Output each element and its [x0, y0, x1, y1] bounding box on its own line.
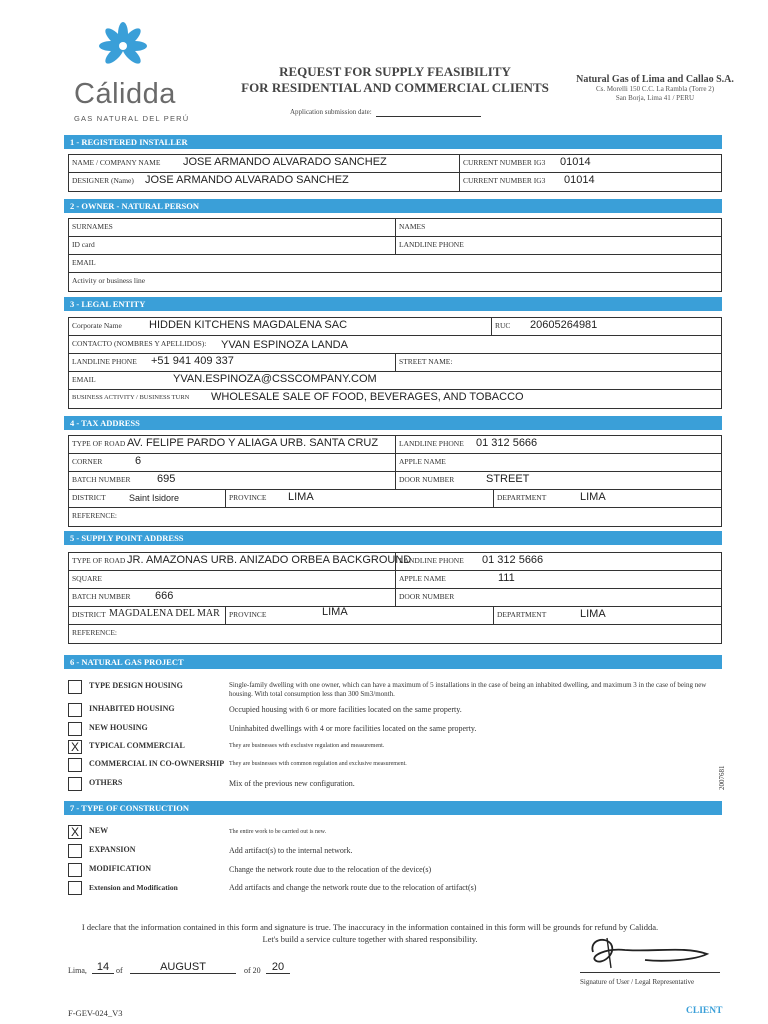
client-label: CLIENT [686, 1006, 723, 1016]
logo-subtitle: GAS NATURAL DEL PERÚ [74, 114, 190, 123]
signature-label: Signature of User / Legal Representative [580, 978, 695, 986]
tax-road-label: TYPE OF ROAD [72, 439, 126, 448]
supply-reference-label: REFERENCE: [72, 628, 118, 637]
supply-batch-value[interactable]: 666 [155, 590, 174, 602]
company-address-2: San Borja, Lima 41 / PERU [615, 94, 695, 102]
tax-district-label: DISTRICT [72, 493, 106, 502]
supply-province-value[interactable]: LIMA [322, 606, 348, 618]
owner-row-2 [69, 237, 721, 255]
owner-email-label: EMAIL [72, 258, 96, 267]
desc-inhabited-housing: Occupied housing with 6 or more facilities located on the same property. [229, 705, 462, 714]
supply-square-label: SQUARE [72, 574, 103, 583]
tax-address-table [68, 435, 722, 527]
checkbox-expansion[interactable] [68, 844, 82, 858]
tax-door-value[interactable]: STREET [486, 473, 530, 485]
corp-label: Corporate Name [72, 321, 122, 330]
logo-word: Cálidda [74, 78, 176, 110]
side-code: 2007681 [718, 765, 726, 790]
tax-batch-row [69, 472, 721, 490]
owner-row-4 [69, 273, 721, 291]
supply-road-value[interactable]: JR. AMAZONAS URB. ANIZADO ORBEA BACKGROUND [127, 554, 412, 566]
section-2-bar: 2 - OWNER - NATURAL PERSON [64, 199, 722, 213]
of-label-1: of [116, 966, 123, 975]
owner-table [68, 218, 722, 292]
supply-province-label: PROVINCE [229, 610, 267, 619]
tax-batch-value[interactable]: 695 [157, 473, 176, 485]
checkbox-commercial-co-ownership[interactable] [68, 758, 82, 772]
owner-landline-label: LANDLINE PHONE [399, 240, 464, 249]
checkbox-modification[interactable] [68, 863, 82, 877]
tax-landline-value[interactable]: 01 312 5666 [476, 437, 538, 449]
contact-row [69, 336, 721, 354]
legal-landline-label: LANDLINE PHONE [72, 357, 137, 366]
cell-divider [493, 607, 606, 624]
name-label: NAME / COMPANY NAME [72, 158, 161, 167]
cell-divider [395, 454, 446, 471]
section-1-bar: 1 - REGISTERED INSTALLER [64, 135, 722, 149]
supply-district-value[interactable]: MAGDALENA DEL MAR [109, 608, 220, 619]
legal-activity-value[interactable]: WHOLESALE SALE OF FOOD, BEVERAGES, AND TOBACCO [211, 391, 524, 403]
desc-extension-modification: Add artifacts and change the network route due to the relocation of artifact(s) [229, 883, 477, 892]
form-code: F-GEV-024_V3 [68, 1008, 123, 1018]
section-7-bar: 7 - TYPE OF CONSTRUCTION [64, 801, 722, 815]
checkbox-typical-commercial[interactable]: X [68, 740, 82, 754]
contact-value[interactable]: YVAN ESPINOZA LANDA [221, 339, 348, 351]
company-name: Natural Gas of Lima and Callao S.A. [576, 74, 734, 85]
legal-activity-label: BUSINESS ACTIVITY / BUSINESS TURN [72, 394, 190, 401]
owner-row-1 [69, 219, 721, 237]
desc-others: Mix of the previous new configuration. [229, 779, 355, 788]
legal-entity-table [68, 317, 722, 409]
tax-road-value[interactable]: AV. FELIPE PARDO Y ALIAGA URB. SANTA CRUZ [127, 437, 379, 449]
supply-district-label: DISTRICT [72, 610, 106, 619]
cell-divider [225, 606, 348, 624]
section-5-bar: 5 - SUPPLY POINT ADDRESS [64, 531, 722, 545]
cell-divider [395, 436, 538, 453]
day-field[interactable]: 14 [92, 961, 114, 974]
ig3b-value[interactable]: 01014 [564, 174, 595, 186]
desc-modification: Change the network route due to the relocation of the device(s) [229, 865, 432, 874]
surnames-label: SURNAMES [72, 222, 113, 231]
tax-corner-row [69, 454, 721, 472]
tax-corner-label: CORNER [72, 457, 103, 466]
ig3-value[interactable]: 01014 [560, 156, 591, 168]
id-card-label: ID card [72, 240, 95, 249]
desc-expansion: Add artifact(s) to the internal network. [229, 846, 353, 855]
supply-road-label: TYPE OF ROAD [72, 556, 126, 565]
tax-reference-row [69, 508, 721, 526]
cell-divider [225, 490, 314, 507]
option-typical-commercial: TYPICAL COMMERCIAL [89, 741, 185, 750]
supply-district-row [69, 607, 721, 625]
corp-value[interactable]: HIDDEN KITCHENS MAGDALENA SAC [149, 319, 348, 331]
owner-activity-label: Activity or business line [72, 276, 146, 285]
desc-typical-commercial: They are businesses with exclusive regulation and measurement. [229, 743, 385, 749]
company-block [570, 74, 740, 103]
declaration-text: I declare that the information contained in this form and signature is true. The inaccuracy in the information contained in this form will be grounds for refund by Calidda. Let's build a service culture together with shared responsibility. [81, 922, 659, 944]
submission-date [290, 108, 481, 117]
designer-label: DESIGNER (Name) [72, 176, 134, 185]
section-3-bar: 3 - LEGAL ENTITY [64, 297, 722, 311]
of-label-2: of 20 [244, 966, 261, 975]
year-field[interactable]: 20 [266, 961, 290, 974]
supply-road-row [69, 553, 721, 571]
option-type-design-housing: TYPE DESIGN HOUSING [89, 681, 183, 690]
tax-dept-value[interactable]: LIMA [580, 491, 606, 503]
option-new: NEW [89, 826, 109, 835]
option-commercial-co-ownership: COMMERCIAL IN CO-OWNERSHIP [89, 759, 225, 768]
tax-landline-label: LANDLINE PHONE [399, 439, 464, 448]
installer-table [68, 154, 722, 192]
month-field[interactable]: AUGUST [130, 961, 236, 974]
desc-type-design-housing: Single-family dwelling with one owner, which can have a maximum of 5 installations in the case of being an inhabited dwelling, and maximum 3 in the case of being new housing. With total consumption less than 300 Sm3/month. [229, 681, 707, 698]
ruc-label: RUC [495, 321, 511, 330]
tax-corner-value[interactable]: 6 [135, 455, 142, 467]
option-modification: MODIFICATION [89, 864, 152, 873]
ruc-value[interactable]: 20605264981 [530, 319, 598, 331]
supply-batch-label: BATCH NUMBER [72, 592, 131, 601]
supply-door-label: DOOR NUMBER [399, 592, 455, 601]
legal-landline-value[interactable]: +51 941 409 337 [151, 355, 234, 367]
cell-divider [493, 490, 606, 507]
checkbox-new[interactable]: X [68, 825, 82, 839]
checkbox-inhabited-housing[interactable] [68, 703, 82, 717]
supply-dept-label: DEPARTMENT [497, 610, 547, 619]
tax-dept-label: DEPARTMENT [497, 493, 547, 502]
cell-divider [395, 219, 426, 236]
tax-door-label: DOOR NUMBER [399, 475, 455, 484]
desc-commercial-co-ownership: They are businesses with common regulation and exclusive measurement. [229, 761, 407, 767]
supply-batch-row [69, 589, 721, 607]
supply-landline-value[interactable]: 01 312 5666 [482, 554, 544, 566]
ig3b-label: CURRENT NUMBER IG3 [463, 176, 546, 185]
cell-divider [395, 589, 455, 606]
tax-province-label: PROVINCE [229, 493, 267, 502]
cell-divider [459, 173, 595, 191]
legal-email-row [69, 372, 721, 390]
legal-email-value[interactable]: YVAN.ESPINOZA@CSSCOMPANY.COM [173, 373, 377, 385]
tax-district-row [69, 490, 721, 508]
cell-divider [395, 553, 544, 570]
cell-divider [395, 237, 464, 254]
cell-divider [395, 571, 515, 588]
ig3-label: CURRENT NUMBER IG3 [463, 158, 546, 167]
option-new-housing: NEW HOUSING [89, 723, 148, 732]
corp-row [69, 318, 721, 336]
designer-value[interactable]: JOSE ARMANDO ALVARADO SANCHEZ [145, 174, 349, 186]
tax-batch-label: BATCH NUMBER [72, 475, 131, 484]
title-line-2: FOR RESIDENTIAL AND COMMERCIAL CLIENTS [241, 80, 549, 95]
supply-reference-row [69, 625, 721, 643]
tax-road-row [69, 436, 721, 454]
cell-divider [491, 318, 598, 335]
cell-divider [395, 472, 530, 489]
designer-row [69, 173, 721, 191]
option-others: OTHERS [89, 778, 123, 787]
option-inhabited-housing: INHABITED HOUSING [89, 704, 175, 713]
checkbox-extension-modification[interactable] [68, 881, 82, 895]
submission-date-field[interactable] [376, 108, 481, 117]
supply-apple-value[interactable]: 111 [498, 572, 515, 584]
installer-row [69, 155, 721, 173]
calidda-logo [60, 20, 200, 125]
supply-landline-label: LANDLINE PHONE [399, 556, 464, 565]
legal-phone-row [69, 354, 721, 372]
section-4-bar: 4 - TAX ADDRESS [64, 416, 722, 430]
cell-divider [459, 155, 591, 172]
name-value[interactable]: JOSE ARMANDO ALVARADO SANCHEZ [183, 156, 387, 168]
signature-line[interactable] [580, 972, 720, 973]
checkbox-new-housing[interactable] [68, 722, 82, 736]
tax-province-value[interactable]: LIMA [288, 491, 314, 503]
supply-apple-label: APPLE NAME [399, 574, 446, 583]
tax-apple-label: APPLE NAME [399, 457, 446, 466]
checkbox-others[interactable] [68, 777, 82, 791]
cell-divider [395, 354, 453, 371]
tax-district-value[interactable]: Saint Isidore [129, 493, 180, 503]
option-extension-modification: Extension and Modification [89, 883, 178, 892]
street-label: STREET NAME: [399, 357, 453, 366]
option-expansion: EXPANSION [89, 845, 136, 854]
desc-new: The entire work to be carried out is new. [229, 829, 327, 835]
section-6-bar: 6 - NATURAL GAS PROJECT [64, 655, 722, 669]
legal-activity-row [69, 390, 721, 408]
desc-new-housing: Uninhabited dwellings with 4 or more facilities located on the same property. [229, 724, 477, 733]
owner-row-3 [69, 255, 721, 273]
legal-email-label: EMAIL [72, 375, 96, 384]
signature-image [585, 930, 715, 974]
title-line-1: REQUEST FOR SUPPLY FEASIBILITY [279, 64, 511, 79]
supply-dept-value[interactable]: LIMA [580, 608, 606, 620]
names-label: NAMES [399, 222, 426, 231]
supply-address-table [68, 552, 722, 644]
contact-label: CONTACTO (NOMBRES Y APELLIDOS): [72, 339, 207, 348]
supply-square-row [69, 571, 721, 589]
flower-icon [88, 20, 158, 78]
tax-reference-label: REFERENCE: [72, 511, 118, 520]
checkbox-type-design-housing[interactable] [68, 680, 82, 694]
company-address-1: Cs. Morelli 150 C.C. La Rambla (Torre 2) [595, 85, 715, 93]
lima-label: Lima, [68, 966, 87, 975]
submission-date-label: Application submission date: [290, 108, 372, 116]
form-title [230, 64, 560, 96]
